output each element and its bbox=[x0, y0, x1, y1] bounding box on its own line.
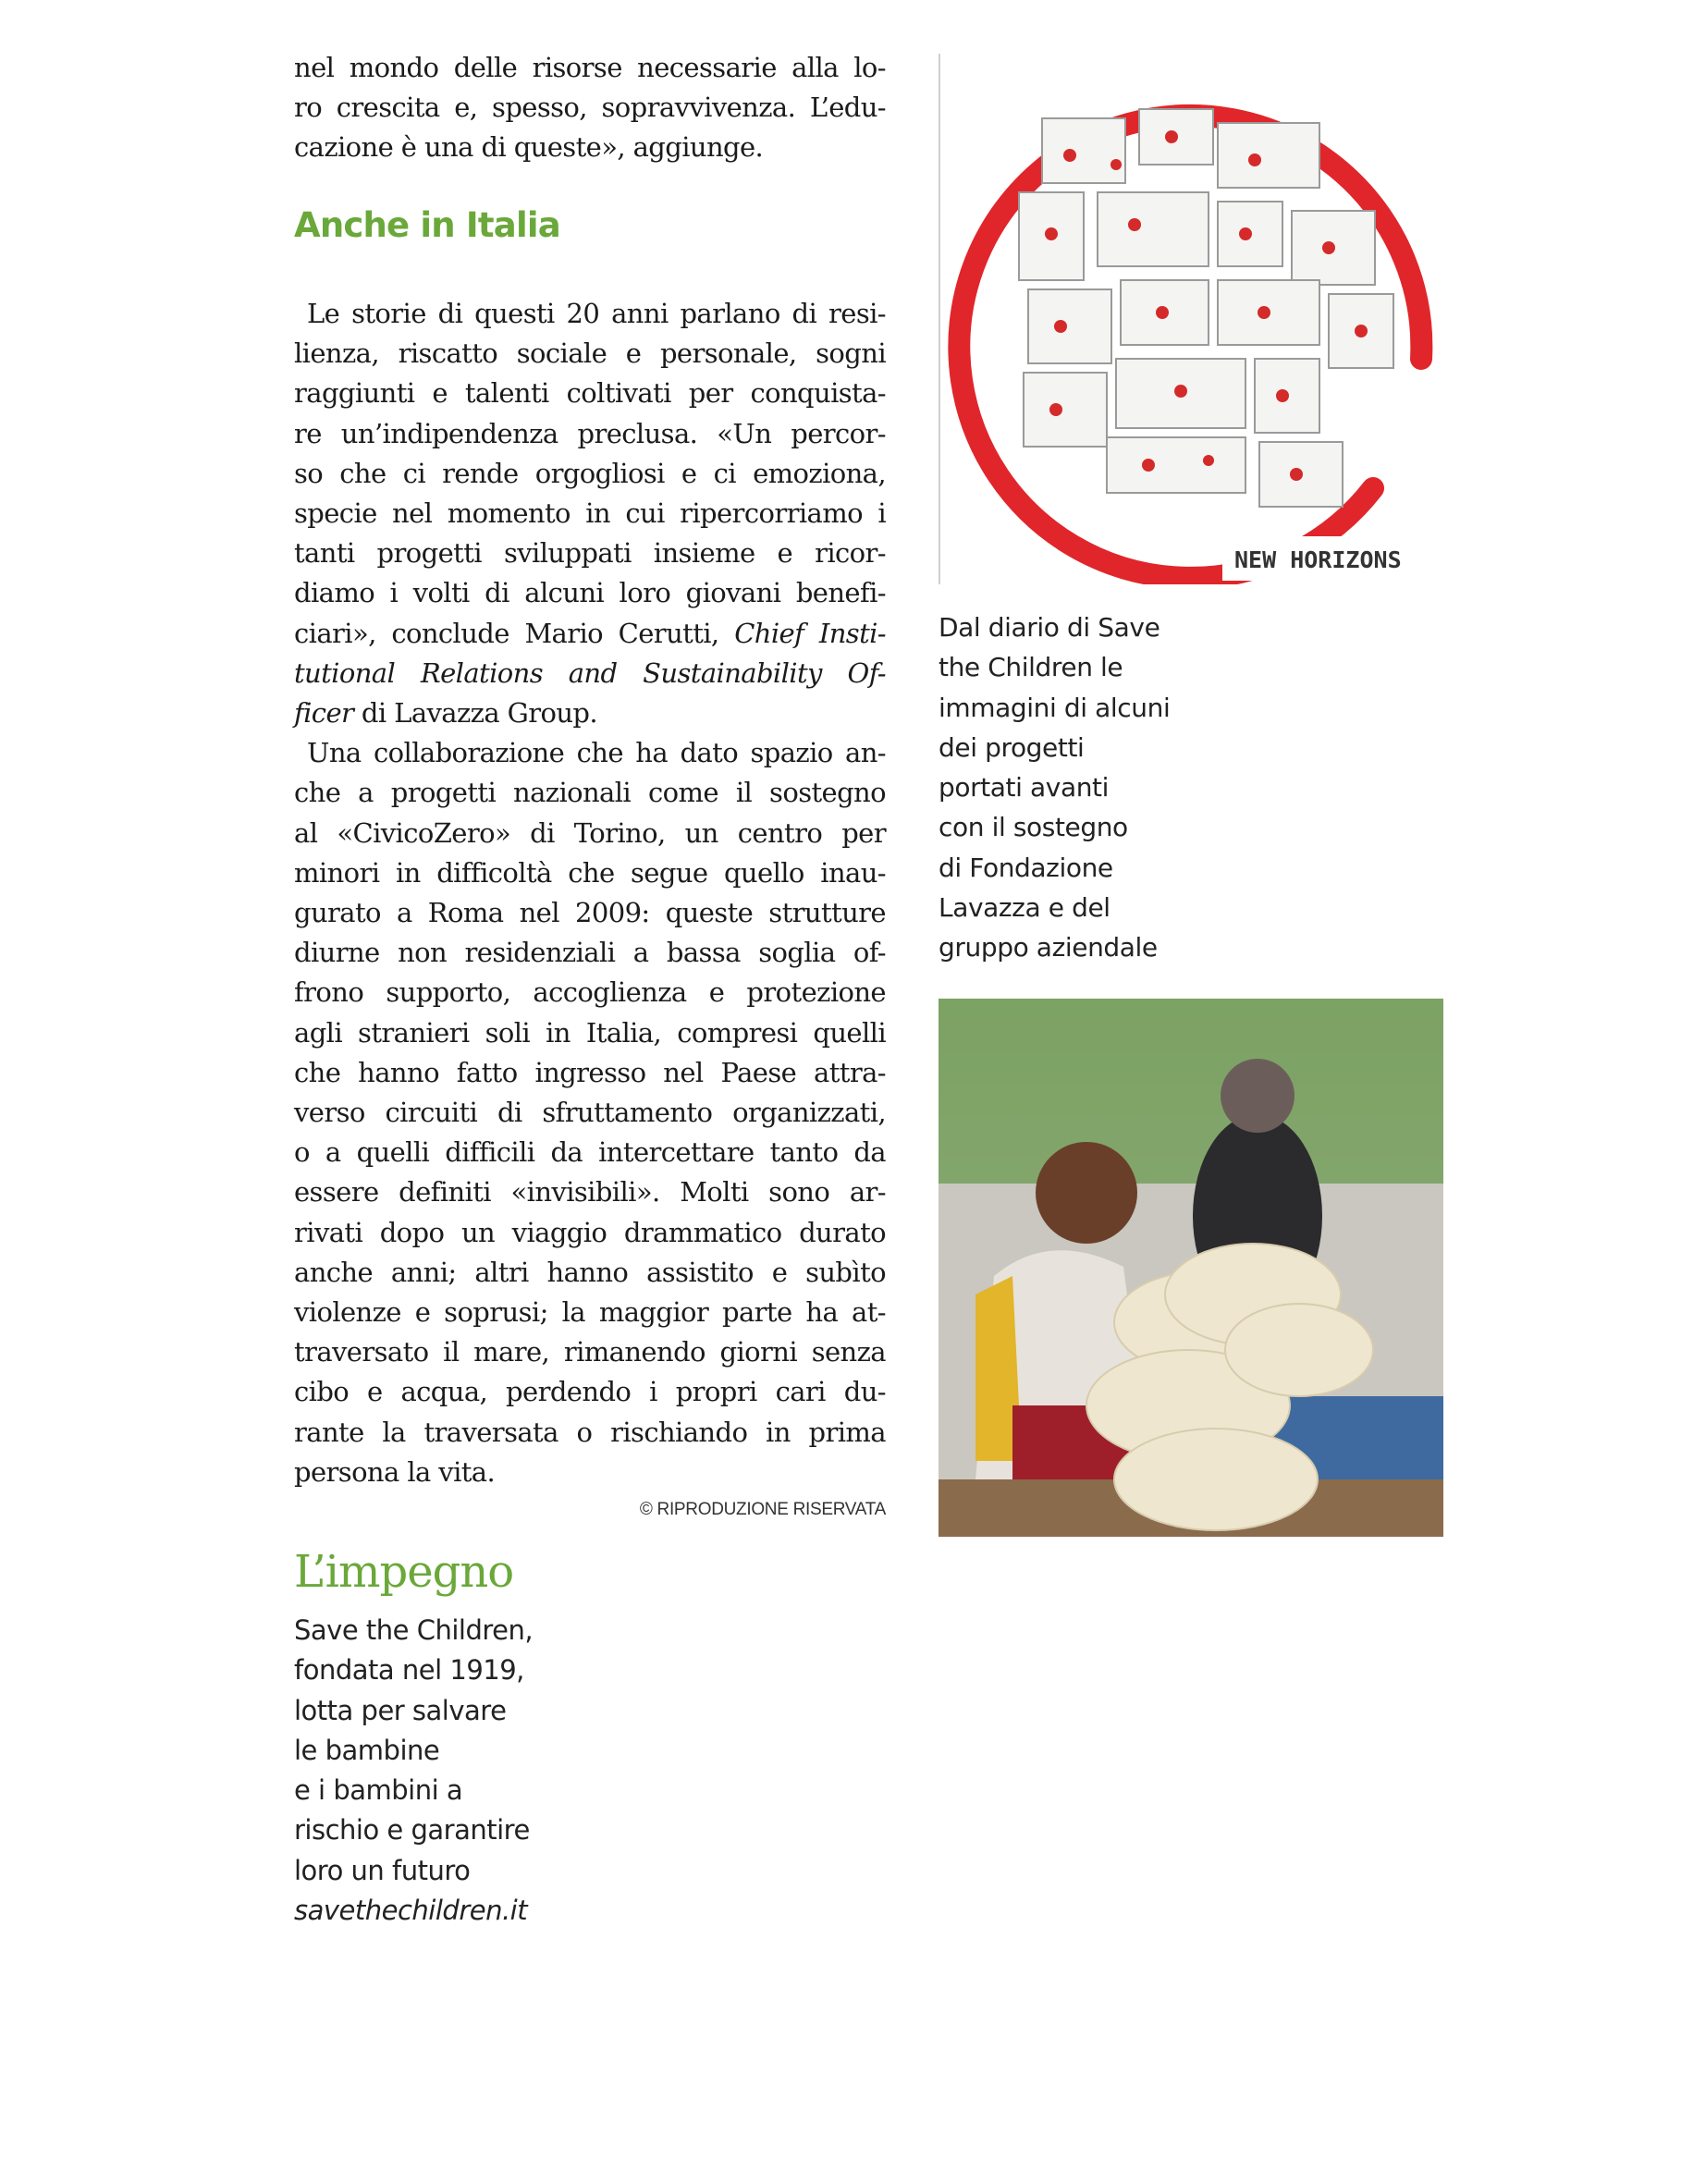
text-fragment-italic: ficer bbox=[294, 697, 354, 730]
text-line bbox=[294, 654, 886, 693]
text-line: violenze e soprusi; la maggior parte ha at- bbox=[294, 1296, 886, 1329]
impegno-line: le bambine bbox=[294, 1734, 440, 1766]
text-line bbox=[294, 693, 886, 733]
rice-sacks-photo bbox=[939, 999, 1443, 1537]
text-fragment: di Lavazza Group. bbox=[353, 697, 597, 730]
text-line: Una collaborazione che ha dato spazio an- bbox=[307, 737, 886, 769]
impegno-line: lotta per salvare bbox=[294, 1694, 507, 1726]
text-line: re un’indipendenza preclusa. «Un percor- bbox=[294, 417, 886, 449]
text-line: cazione è una di queste», aggiunge. bbox=[294, 131, 764, 164]
text-line: persona la vita. bbox=[294, 1455, 496, 1488]
text-line bbox=[294, 614, 886, 654]
text-fragment: ciari», conclude Mario Cerutti, bbox=[294, 617, 735, 649]
text-line: o a quelli difficili da intercettare tanto da bbox=[294, 1136, 886, 1169]
text-line: diamo i volti di alcuni loro giovani benefi- bbox=[294, 577, 886, 609]
caption-line: dei progetti bbox=[939, 731, 1085, 763]
article-body bbox=[294, 294, 886, 1492]
text-line: raggiunti e talenti coltivati per conquista- bbox=[294, 377, 886, 410]
text-line: frono supporto, accoglienza e protezione bbox=[294, 976, 886, 1009]
text-line: anche anni; altri hanno assistito e subìto bbox=[294, 1256, 886, 1288]
text-line: rante la traversata o rischiando in prima bbox=[294, 1416, 886, 1448]
new-horizons-illustration bbox=[939, 54, 1445, 584]
text-line: minori in difficoltà che segue quello inau- bbox=[294, 856, 886, 889]
new-horizons-badge: NEW HORIZONS bbox=[1234, 546, 1402, 573]
copyright-notice: © RIPRODUZIONE RISERVATA bbox=[639, 1500, 886, 1519]
caption-line: the Children le bbox=[939, 652, 1123, 683]
text-line: nel mondo delle risorse necessarie alla lo- bbox=[294, 52, 886, 83]
text-fragment-italic: Chief Insti- bbox=[734, 617, 886, 649]
text-line: specie nel momento in cui ripercorriamo i bbox=[294, 497, 886, 530]
caption-line: con il sostegno bbox=[939, 812, 1128, 843]
text-line: diurne non residenziali a bassa soglia of- bbox=[294, 937, 886, 969]
text-line: rivati dopo un viaggio drammatico durato bbox=[294, 1216, 886, 1248]
girl-head bbox=[1036, 1142, 1137, 1244]
text-line: che a progetti nazionali come il sostegno bbox=[294, 777, 886, 809]
website-link[interactable]: savethechildren.it bbox=[294, 1895, 528, 1927]
text-line: che hanno fatto ingresso nel Paese attra- bbox=[294, 1056, 886, 1088]
caption-line: di Fondazione bbox=[939, 852, 1113, 883]
text-line: verso circuiti di sfruttamento organizzati, bbox=[294, 1097, 886, 1129]
paragraph-1 bbox=[294, 294, 886, 733]
text-line: traversato il mare, rimanendo giorni senza bbox=[294, 1336, 886, 1368]
text-line: lienza, riscatto sociale e personale, sogni bbox=[294, 337, 886, 370]
figure-caption bbox=[939, 607, 1216, 968]
impegno-line: fondata nel 1919, bbox=[294, 1654, 524, 1687]
intro-paragraph bbox=[294, 48, 886, 168]
impegno-box bbox=[294, 1611, 608, 1931]
text-line: gurato a Roma nel 2009: queste strutture bbox=[294, 897, 886, 929]
caption-line: portati avanti bbox=[939, 772, 1110, 804]
section-heading: Anche in Italia bbox=[294, 205, 560, 245]
caption-line: Lavazza e del bbox=[939, 892, 1110, 924]
paragraph-2 bbox=[294, 733, 886, 1492]
text-line: essere definiti «invisibili». Molti sono ar- bbox=[294, 1176, 886, 1209]
text-fragment-italic: tutional Relations and Sustainability Of- bbox=[294, 656, 886, 689]
text-line: so che ci rende orgogliosi e ci emoziona, bbox=[294, 457, 886, 489]
text-line: cibo e acqua, perdendo i propri cari du- bbox=[294, 1376, 886, 1408]
text-line: al «CivicoZero» di Torino, un centro per bbox=[294, 816, 886, 849]
impegno-line: loro un futuro bbox=[294, 1854, 471, 1886]
impegno-line: e i bambini a bbox=[294, 1774, 463, 1807]
rider-head bbox=[1221, 1059, 1294, 1133]
photo-svg bbox=[939, 999, 1443, 1537]
trees bbox=[939, 999, 1443, 1184]
illustration-svg bbox=[940, 54, 1445, 584]
impegno-line: Save the Children, bbox=[294, 1614, 534, 1646]
text-line: ro crescita e, spesso, sopravvivenza. L’edu- bbox=[294, 92, 886, 124]
caption-line: immagini di alcuni bbox=[939, 692, 1171, 723]
text-line: Le storie di questi 20 anni parlano di resi- bbox=[307, 298, 886, 329]
impegno-title: L’impegno bbox=[294, 1546, 514, 1598]
text-line: tanti progetti sviluppati insieme e ricor- bbox=[294, 537, 886, 570]
caption-line: Dal diario di Save bbox=[939, 612, 1160, 643]
caption-line: gruppo aziendale bbox=[939, 932, 1158, 963]
article-column bbox=[294, 48, 886, 168]
impegno-line: rischio e garantire bbox=[294, 1814, 530, 1847]
text-line: agli stranieri soli in Italia, compresi quelli bbox=[294, 1016, 886, 1049]
